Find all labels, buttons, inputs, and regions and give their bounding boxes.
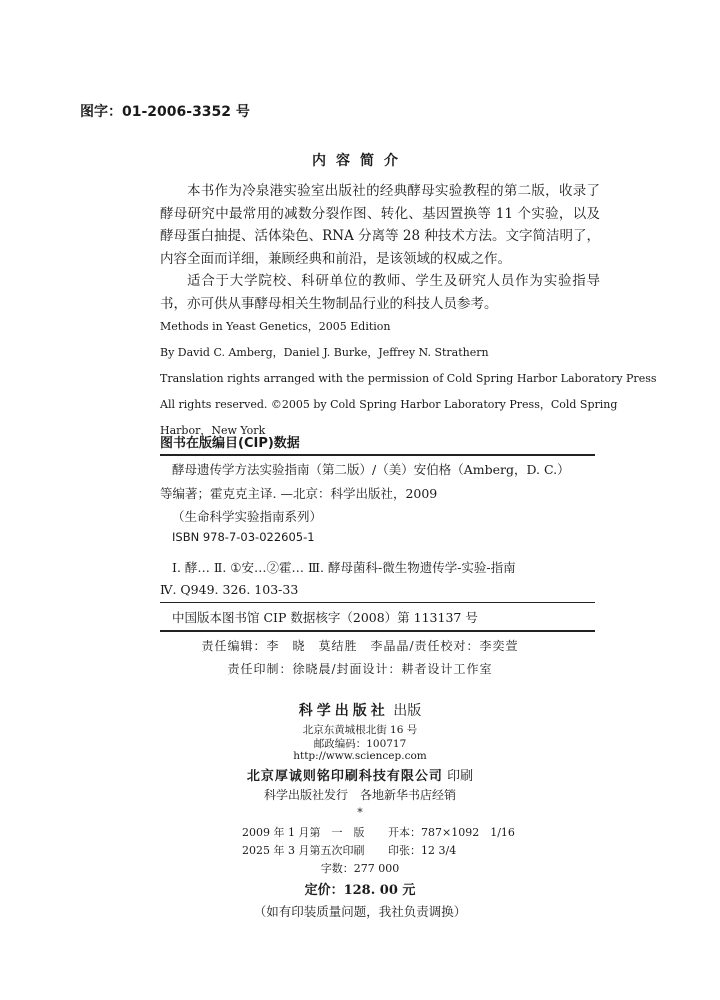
distribution-line: 科学出版社发行 各地新华书店经销 — [263, 788, 456, 802]
printer-suffix: 印刷 — [447, 769, 474, 784]
publisher-address: 北京东黄城根北街 16 号 — [302, 724, 418, 736]
word-count: 字数：277 000 — [320, 862, 400, 875]
cip-top-rule — [160, 454, 595, 456]
edition-first: 2009 年 1 月第 一 版 — [242, 826, 365, 839]
original-authors: By David C. Amberg，Daniel J. Burke，Jeffrey N. Strathern — [160, 346, 489, 359]
cip-bottom-rule — [160, 630, 595, 632]
summary-paragraph-2: 适合于大学院校、科研单位的教师、学生及研究人员作为实验指导书，亦可供从事酵母相关生物制品行业的科技人员参考。 — [160, 273, 600, 312]
book-format: 开本：787×1092 1/16 — [388, 826, 515, 839]
cip-line-2: 等编著；霍克克主译. —北京：科学出版社，2009 — [160, 486, 438, 501]
quality-notice: （如有印装质量问题，我社负责调换） — [253, 904, 467, 919]
publisher-postcode: 邮政编码：100717 — [313, 738, 407, 750]
production-line: 责任印制：徐晓晨/封面设计：耕者设计工作室 — [227, 662, 493, 676]
publisher-suffix: 出版 — [393, 703, 422, 719]
publisher-line — [0, 700, 720, 720]
printer-line — [0, 765, 720, 784]
cip-middle-rule — [160, 602, 595, 603]
original-title: Methods in Yeast Genetics，2005 Edition — [160, 320, 391, 333]
cip-line-3: （生命科学实验指南系列） — [172, 509, 323, 524]
summary-title: 内容简介 — [312, 153, 408, 169]
print-sheets: 印张：12 3/4 — [388, 844, 457, 857]
edition-print: 2025 年 3 月第五次印刷 — [242, 844, 365, 857]
cip-line-5: Ⅰ. 酵… Ⅱ. ①安…②霍… Ⅲ. 酵母菌科-微生物遗传学-实验-指南 — [172, 560, 516, 575]
cip-title: 图书在版编目(CIP)数据 — [160, 436, 300, 451]
original-edition-info — [160, 314, 657, 444]
copyright-line: All rights reserved. ©2005 by Cold Spring Harbor Laboratory Press，Cold Spring — [160, 398, 618, 411]
printer-logo-text: 北京厚诚则铭印刷科技有限公司 — [246, 769, 443, 784]
copyright-line-cont: Harbor，New York — [160, 424, 266, 437]
cip-data-number: 中国版本图书馆 CIP 数据核字（2008）第 113137 号 — [172, 610, 478, 625]
registration-number: 图字：01-2006-3352 号 — [80, 104, 250, 120]
translation-rights: Translation rights arranged with the permission of Cold Spring Harbor Laboratory Press — [160, 372, 657, 385]
cip-line-6: Ⅳ. Q949. 326. 103-33 — [160, 582, 299, 597]
summary-paragraph-1: 本书作为冷泉港实验室出版社的经典酵母实验教程的第二版，收录了酵母研究中最常用的减数分裂作图、转化、基因置换等 11 个实验，以及酵母蛋白抽提、活体染色、RNA 分离等 28 种技术方法。文字简洁明了，内容全面而详细，兼顾经典和前沿，是该领域的权威之作。 — [160, 183, 600, 267]
editors-line: 责任编辑：李 晓 莫结胜 李晶晶/责任校对：李奕萱 — [201, 639, 519, 653]
cip-isbn: ISBN 978-7-03-022605-1 — [172, 530, 315, 544]
separator-star: * — [357, 806, 363, 819]
publisher-logo-text: 科学出版社 — [298, 703, 389, 719]
price: 定价：128. 00 元 — [304, 883, 416, 898]
publisher-url: http://www.sciencep.com — [293, 750, 427, 762]
cip-line-1: 酵母遗传学方法实验指南（第二版）/（美）安伯格（Amberg，D. C.） — [172, 462, 570, 477]
